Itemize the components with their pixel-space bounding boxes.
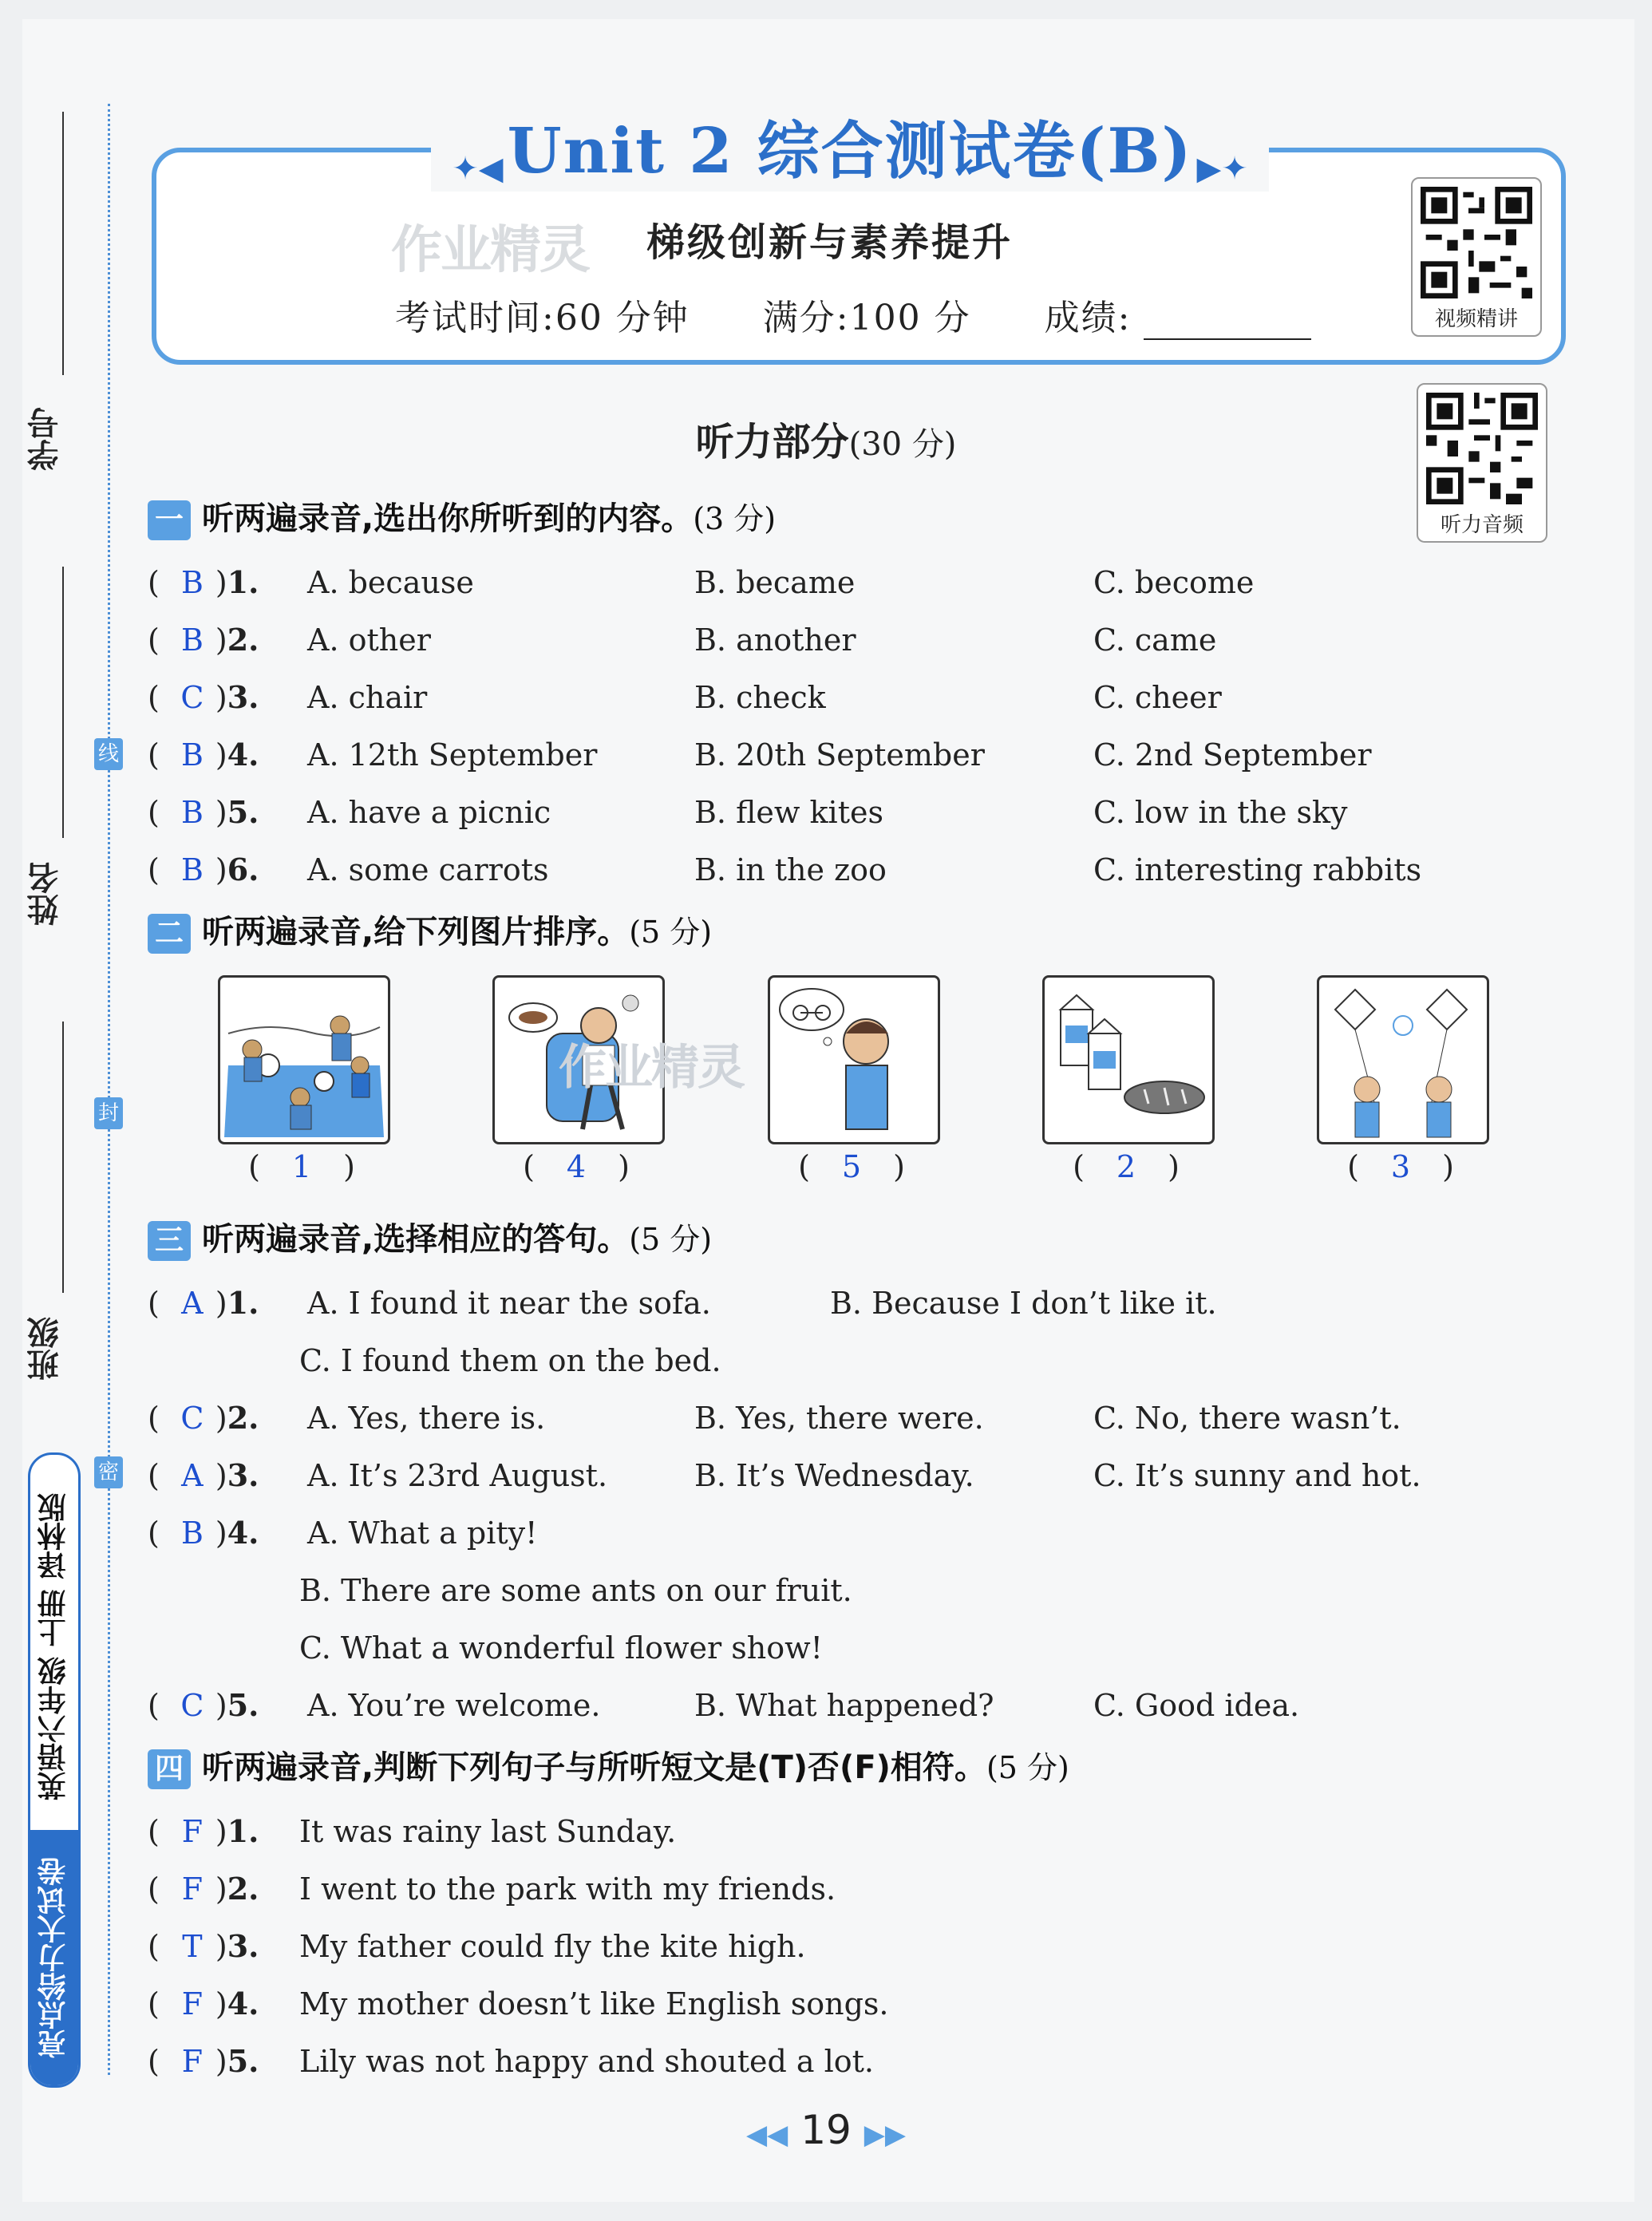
- series-badge: [28, 1452, 81, 2088]
- audio-qr-caption: 听力音频: [1440, 513, 1524, 537]
- question-number: 2.: [227, 1400, 259, 1436]
- option-b: B. check: [694, 680, 826, 715]
- question-number: 5.: [227, 794, 259, 830]
- option-b: B. 20th September: [694, 737, 985, 773]
- part2-heading: [148, 910, 712, 954]
- option-c: C. What a wonderful flower show!: [299, 1630, 823, 1666]
- section-points: (30 分): [848, 426, 957, 463]
- bind-mark-seal: 封: [94, 1097, 123, 1129]
- question-row: ( B )6. A. some carrots B. in the zoo C. interesting rabbits: [148, 846, 255, 894]
- answer-mark: B: [180, 565, 204, 600]
- bind-mark-secret: 密: [94, 1456, 123, 1488]
- answer-mark: A: [181, 1458, 204, 1493]
- answer-mark: C: [180, 680, 204, 715]
- subtitle: 梯级创新与素养提升: [646, 220, 1014, 265]
- option-a: A. chair: [307, 680, 428, 715]
- question-row: ( F )5. Lily was not happy and shouted a lot.: [148, 2037, 255, 2085]
- option-a: A. some carrots: [307, 852, 549, 887]
- part2-title: 听两遍录音,给下列图片排序。: [202, 914, 630, 950]
- option-a: A. other: [307, 622, 431, 658]
- option-c: C. low in the sky: [1093, 795, 1348, 830]
- question-number: 2.: [227, 1871, 259, 1907]
- answer-mark: F: [181, 2044, 204, 2079]
- right-arrows-icon: ▶▶: [864, 2119, 907, 2151]
- question-row: ( T )3. My father could fly the kite high.: [148, 1923, 255, 1970]
- answer-mark: A: [181, 1286, 204, 1321]
- option-a: A. because: [307, 565, 474, 600]
- question-row: ( A )3. A. It’s 23rd August. B. It’s Wednesday. C. It’s sunny and hot.: [148, 1452, 255, 1500]
- option-b: B. Because I don’t like it.: [830, 1286, 1217, 1321]
- qr-code-icon: [1421, 187, 1532, 298]
- question-number: 6.: [227, 852, 259, 887]
- answer-mark: C: [180, 1688, 204, 1723]
- answer-mark: B: [180, 622, 204, 658]
- full-score: 满分:100 分: [762, 298, 971, 338]
- picture-answer: ( 3 ): [1347, 1149, 1454, 1184]
- option-b: B. There are some ants on our fruit.: [299, 1573, 852, 1608]
- part1-number: 一: [148, 500, 191, 540]
- class-label: 班级: [27, 1317, 64, 1381]
- picture-answer: ( 5 ): [798, 1149, 905, 1184]
- question-row: ( C )5. A. You’re welcome. B. What happened? C. Good idea.: [148, 1682, 255, 1729]
- question-number: 1.: [227, 564, 259, 600]
- milk-and-bread-picture: [1042, 975, 1215, 1144]
- video-qr-caption: 视频精讲: [1434, 307, 1518, 331]
- option-c: C. cheer: [1093, 680, 1222, 715]
- series-grade: 英语六年级 上册 译林版: [38, 1492, 70, 1800]
- option-b: B. flew kites: [694, 795, 883, 830]
- question-row: ( B )4. A. What a pity!: [148, 1509, 255, 1557]
- part4-title: 听两遍录音,判断下列句子与所听短文是(T)否(F)相符。: [202, 1749, 986, 1786]
- question-row: ( B )2. A. other B. another C. came: [148, 616, 255, 664]
- question-number: 1.: [227, 1285, 259, 1321]
- part3-points: (5 分): [629, 1222, 713, 1257]
- question-number: 3.: [227, 1928, 259, 1964]
- answer-mark: B: [180, 737, 204, 773]
- student-no-line: [62, 112, 64, 375]
- option-a: A. You’re welcome.: [307, 1688, 601, 1723]
- question-row: ( F )2. I went to the park with my friends.: [148, 1865, 255, 1913]
- left-arrows-icon: ◀◀: [745, 2119, 788, 2151]
- option-c: C. It’s sunny and hot.: [1093, 1458, 1421, 1493]
- question-row: ( C )2. A. Yes, there is. B. Yes, there were. C. No, there wasn’t.: [148, 1394, 255, 1442]
- part3-title: 听两遍录音,选择相应的答句。: [202, 1221, 630, 1258]
- picture-answer: ( 2 ): [1073, 1149, 1180, 1184]
- option-c: C. become: [1093, 565, 1255, 600]
- question-row: ( B )5. A. have a picnic B. flew kites C. low in the sky: [148, 788, 255, 836]
- question-row: ( F )1. It was rainy last Sunday.: [148, 1808, 255, 1855]
- question-number: 5.: [227, 1687, 259, 1723]
- option-a: A. 12th September: [307, 737, 598, 773]
- question-number: 4.: [227, 1986, 259, 2021]
- title-right-ornament: ▶✦: [1196, 150, 1248, 188]
- binding-dotted-line: [108, 104, 110, 2075]
- answer-mark: B: [180, 852, 204, 887]
- score-label: 成绩:: [1044, 298, 1132, 338]
- answer-mark: B: [180, 795, 204, 830]
- option-c: C. 2nd September: [1093, 737, 1372, 773]
- name-label: 姓名: [27, 862, 64, 926]
- option-c: C. Good idea.: [1093, 1688, 1300, 1723]
- question-number: 3.: [227, 1457, 259, 1493]
- option-a: A. Yes, there is.: [307, 1401, 546, 1436]
- question-number: 5.: [227, 2043, 259, 2079]
- watermark-2: 作业精灵: [559, 1040, 744, 1096]
- girls-flying-kites-picture: [1317, 975, 1489, 1144]
- option-b: B. It’s Wednesday.: [694, 1458, 974, 1493]
- part4-heading: [148, 1745, 1069, 1790]
- part4-points: (5 分): [986, 1750, 1069, 1785]
- option-b: B. What happened?: [694, 1688, 994, 1723]
- option-a: A. It’s 23rd August.: [307, 1458, 608, 1493]
- option-a: A. I found it near the sofa.: [307, 1286, 711, 1321]
- part3-heading: [148, 1217, 712, 1262]
- part4-number: 四: [148, 1749, 191, 1789]
- question-number: 1.: [227, 1813, 259, 1849]
- boy-thinking-bike-picture: [768, 975, 940, 1144]
- question-number: 4.: [227, 737, 259, 773]
- section-label: 听力部分: [695, 420, 849, 464]
- option-c: C. interesting rabbits: [1093, 852, 1422, 887]
- statement-text: My father could fly the kite high.: [299, 1929, 806, 1964]
- name-line: [62, 567, 64, 838]
- answer-mark: F: [181, 1986, 204, 2021]
- option-c: C. I found them on the bed.: [299, 1343, 721, 1378]
- picture-answer: ( 4 ): [523, 1149, 630, 1184]
- question-row: ( B )1. A. because B. became C. become: [148, 559, 255, 607]
- statement-text: Lily was not happy and shouted a lot.: [299, 2044, 875, 2079]
- score-input-line[interactable]: [1144, 306, 1311, 340]
- option-c: C. No, there wasn’t.: [1093, 1401, 1401, 1436]
- exam-info: [395, 289, 1311, 340]
- page-title: Unit 2 综合测试卷(B): [507, 115, 1193, 188]
- bind-mark-line: 线: [94, 738, 123, 770]
- question-row: ( B )4. A. 12th September B. 20th September C. 2nd September: [148, 731, 255, 779]
- title-left-ornament: ✦◀: [452, 150, 504, 188]
- title-banner: [431, 112, 1269, 192]
- option-c: C. came: [1093, 622, 1217, 658]
- option-a: A. What a pity!: [307, 1516, 538, 1551]
- picture-answer: ( 1 ): [248, 1149, 355, 1184]
- answer-mark: F: [181, 1814, 204, 1849]
- answer-mark: F: [181, 1871, 204, 1907]
- section-title: [0, 411, 1652, 466]
- part3-number: 三: [148, 1221, 191, 1261]
- option-b: B. in the zoo: [694, 852, 887, 887]
- part1-heading: [148, 496, 776, 541]
- question-row: ( A )1. A. I found it near the sofa. B. Because I don’t like it.: [148, 1279, 255, 1327]
- exam-time: 考试时间:60 分钟: [395, 298, 690, 338]
- option-b: B. became: [694, 565, 856, 600]
- video-qr-code[interactable]: [1411, 177, 1542, 337]
- part1-title: 听两遍录音,选出你所听到的内容。: [202, 500, 694, 537]
- picnic-picture: [218, 975, 390, 1144]
- answer-mark: C: [180, 1401, 204, 1436]
- part2-points: (5 分): [629, 915, 713, 950]
- question-number: 2.: [227, 622, 259, 658]
- statement-text: My mother doesn’t like English songs.: [299, 1986, 889, 2021]
- option-a: A. have a picnic: [307, 795, 551, 830]
- statement-text: It was rainy last Sunday.: [299, 1814, 677, 1849]
- page-number-footer: [0, 2107, 1652, 2153]
- answer-mark: T: [182, 1929, 203, 1964]
- series-name: 亮点给力大试卷: [30, 1830, 78, 2085]
- question-number: 4.: [227, 1515, 259, 1551]
- student-no-label: 学号: [27, 407, 64, 471]
- question-row: ( C )3. A. chair B. check C. cheer: [148, 674, 255, 721]
- statement-text: I went to the park with my friends.: [299, 1871, 836, 1907]
- part1-points: (3 分): [693, 501, 777, 536]
- class-line: [62, 1022, 64, 1293]
- watermark: 作业精灵: [391, 221, 589, 280]
- page-number: 19: [800, 2107, 852, 2153]
- part2-number: 二: [148, 914, 191, 954]
- question-number: 3.: [227, 679, 259, 715]
- answer-mark: B: [180, 1516, 204, 1551]
- option-b: B. another: [694, 622, 856, 658]
- question-row: ( F )4. My mother doesn’t like English songs.: [148, 1980, 255, 2028]
- option-b: B. Yes, there were.: [694, 1401, 984, 1436]
